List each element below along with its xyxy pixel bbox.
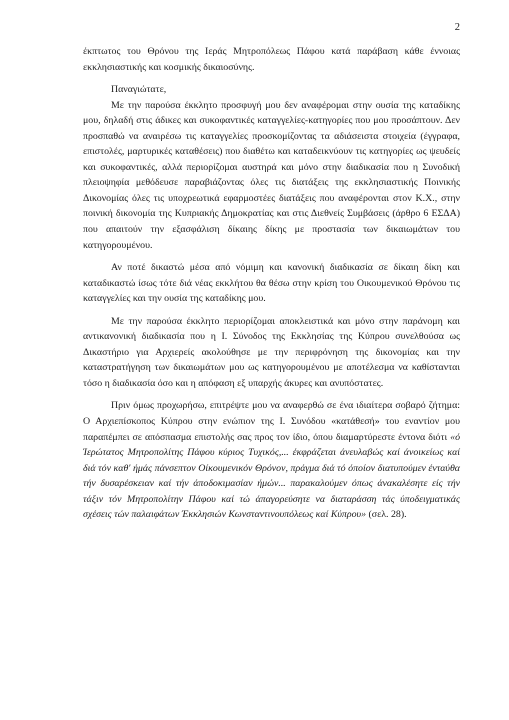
paragraph-4-intro: Πριν όμως προχωρήσω, επιτρέψτε μου να αναφερθώ σε ένα ιδιαίτερα σοβαρό ζήτημα: Ο Αρχιεπίσκοπος Κύπρου στην ενώπιον της Ι. Συνόδου «κατάθεσή» του εναντίον μου παραπέμπει σε απόσπασμα επιστολής σας προς τον ίδιο, όπου διαμαρτύρεστε έντονα διότι — [83, 400, 460, 443]
quoted-letter-excerpt: «ό Ίερώτατος Μητροπολίτης Πάφου κύριος Τυχικός,... έκφράζεται άνευλαβώς καί άνοικείως καί διά τόν καθ' ήμάς πάνσεπτον Οίκουμενικόν Θρόνον, πράγμα διά τό όποίον διατυπούμεν ένταύθα τήν δυσαρέσκειαν καί τήν άποδοκιμασίαν ήμών... παρακαλούμεν όπως άνακαλέσητε είς τήν τάξιν τόν Μητροπολίτην Πάφου καί τώ άπαγορεύσητε να διαταράσση τάς ύποδειγματικάς σχέσεις τών παλαιφάτων Έκκλησιών Κωνσταντινουπόλεως καί Κύπρου» — [83, 431, 460, 521]
page-citation: (σελ. 28). — [366, 509, 407, 521]
paragraph-4 — [83, 398, 460, 522]
page-number: 2 — [454, 22, 460, 33]
paragraph-1: Με την παρούσα έκκλητο προσφυγή μου δεν αναφέρομαι στην ουσία της καταδίκης μου, δηλαδή στις άδικες και συκοφαντικές καταγγελίες-κατηγορίες που μου προσάπτουν. Δεν προσπαθώ να αναιρέσω τις καταγγελίες προσκομίζοντας τα αδιάσειστα στοιχεία (έγγραφα, επιστολές, μαρτυρικές καταθέσεις) που διαθέτω και καταδεικνύουν τις κατηγορίες ως ψευδείς και συκοφαντικές, αλλά περιορίζομαι αυστηρά και μόνο στην διαδικασία που η Συνοδική πλειοψηφία μεθόδευσε παραβιάζοντας όλες τις διατάξεις της εκκλησιαστικής Ποινικής Δικονομίας όλες τις υποχρεωτικά εφαρμοστέες διατάξεις που αναφέρονται στον Κ.Χ., στην ποινική δικονομία της Κυπριακής Δημοκρατίας και στις Διεθνείς Συμβάσεις (άρθρο 6 ΕΣΔΑ) που απαιτούν την εξασφάλιση δίκαιης δίκης με προστασία των δικαιωμάτων του κατηγορουμένου. — [83, 99, 460, 251]
paragraph-continuation: έκπτωτος του Θρόνου της Ιεράς Μητροπόλεως Πάφου κατά παράβαση κάθε έννοιας εκκλησιαστικής και κοσμικής δικαιοσύνης. — [83, 46, 460, 73]
paragraph-2: Αν ποτέ δικαστώ μέσα από νόμιμη και κανονική διαδικασία σε δίκαιη δίκη και καταδικαστώ ίσως τότε διά νέας εκκλήτου θα θέσω στην κρίση του Οικουμενικού Θρόνου τις καταγγελίες και την ουσία της καταδίκης μου. — [83, 262, 460, 305]
paragraph-3: Με την παρούσα έκκλητο περιορίζομαι αποκλειστικά και μόνο στην παράνομη και αντικανονική διαδικασία που η Ι. Σύνοδος της Εκκλησίας της Κύπρου συνελθούσα ως Δικαστήριο για Αρχιερείς ακολούθησε με την περιφρόνηση της δικονομίας και την καταστρατήγηση των δικαιωμάτων μου ως κατηγορουμένου με αποτέλεσμα να καθίστανται τόσο η διαδικασία όσο και η απόφαση εξ υπαρχής άκυρες και ανυπόστατες. — [83, 315, 460, 389]
salutation: Παναγιώτατε, — [111, 84, 167, 96]
document-body — [83, 44, 460, 523]
